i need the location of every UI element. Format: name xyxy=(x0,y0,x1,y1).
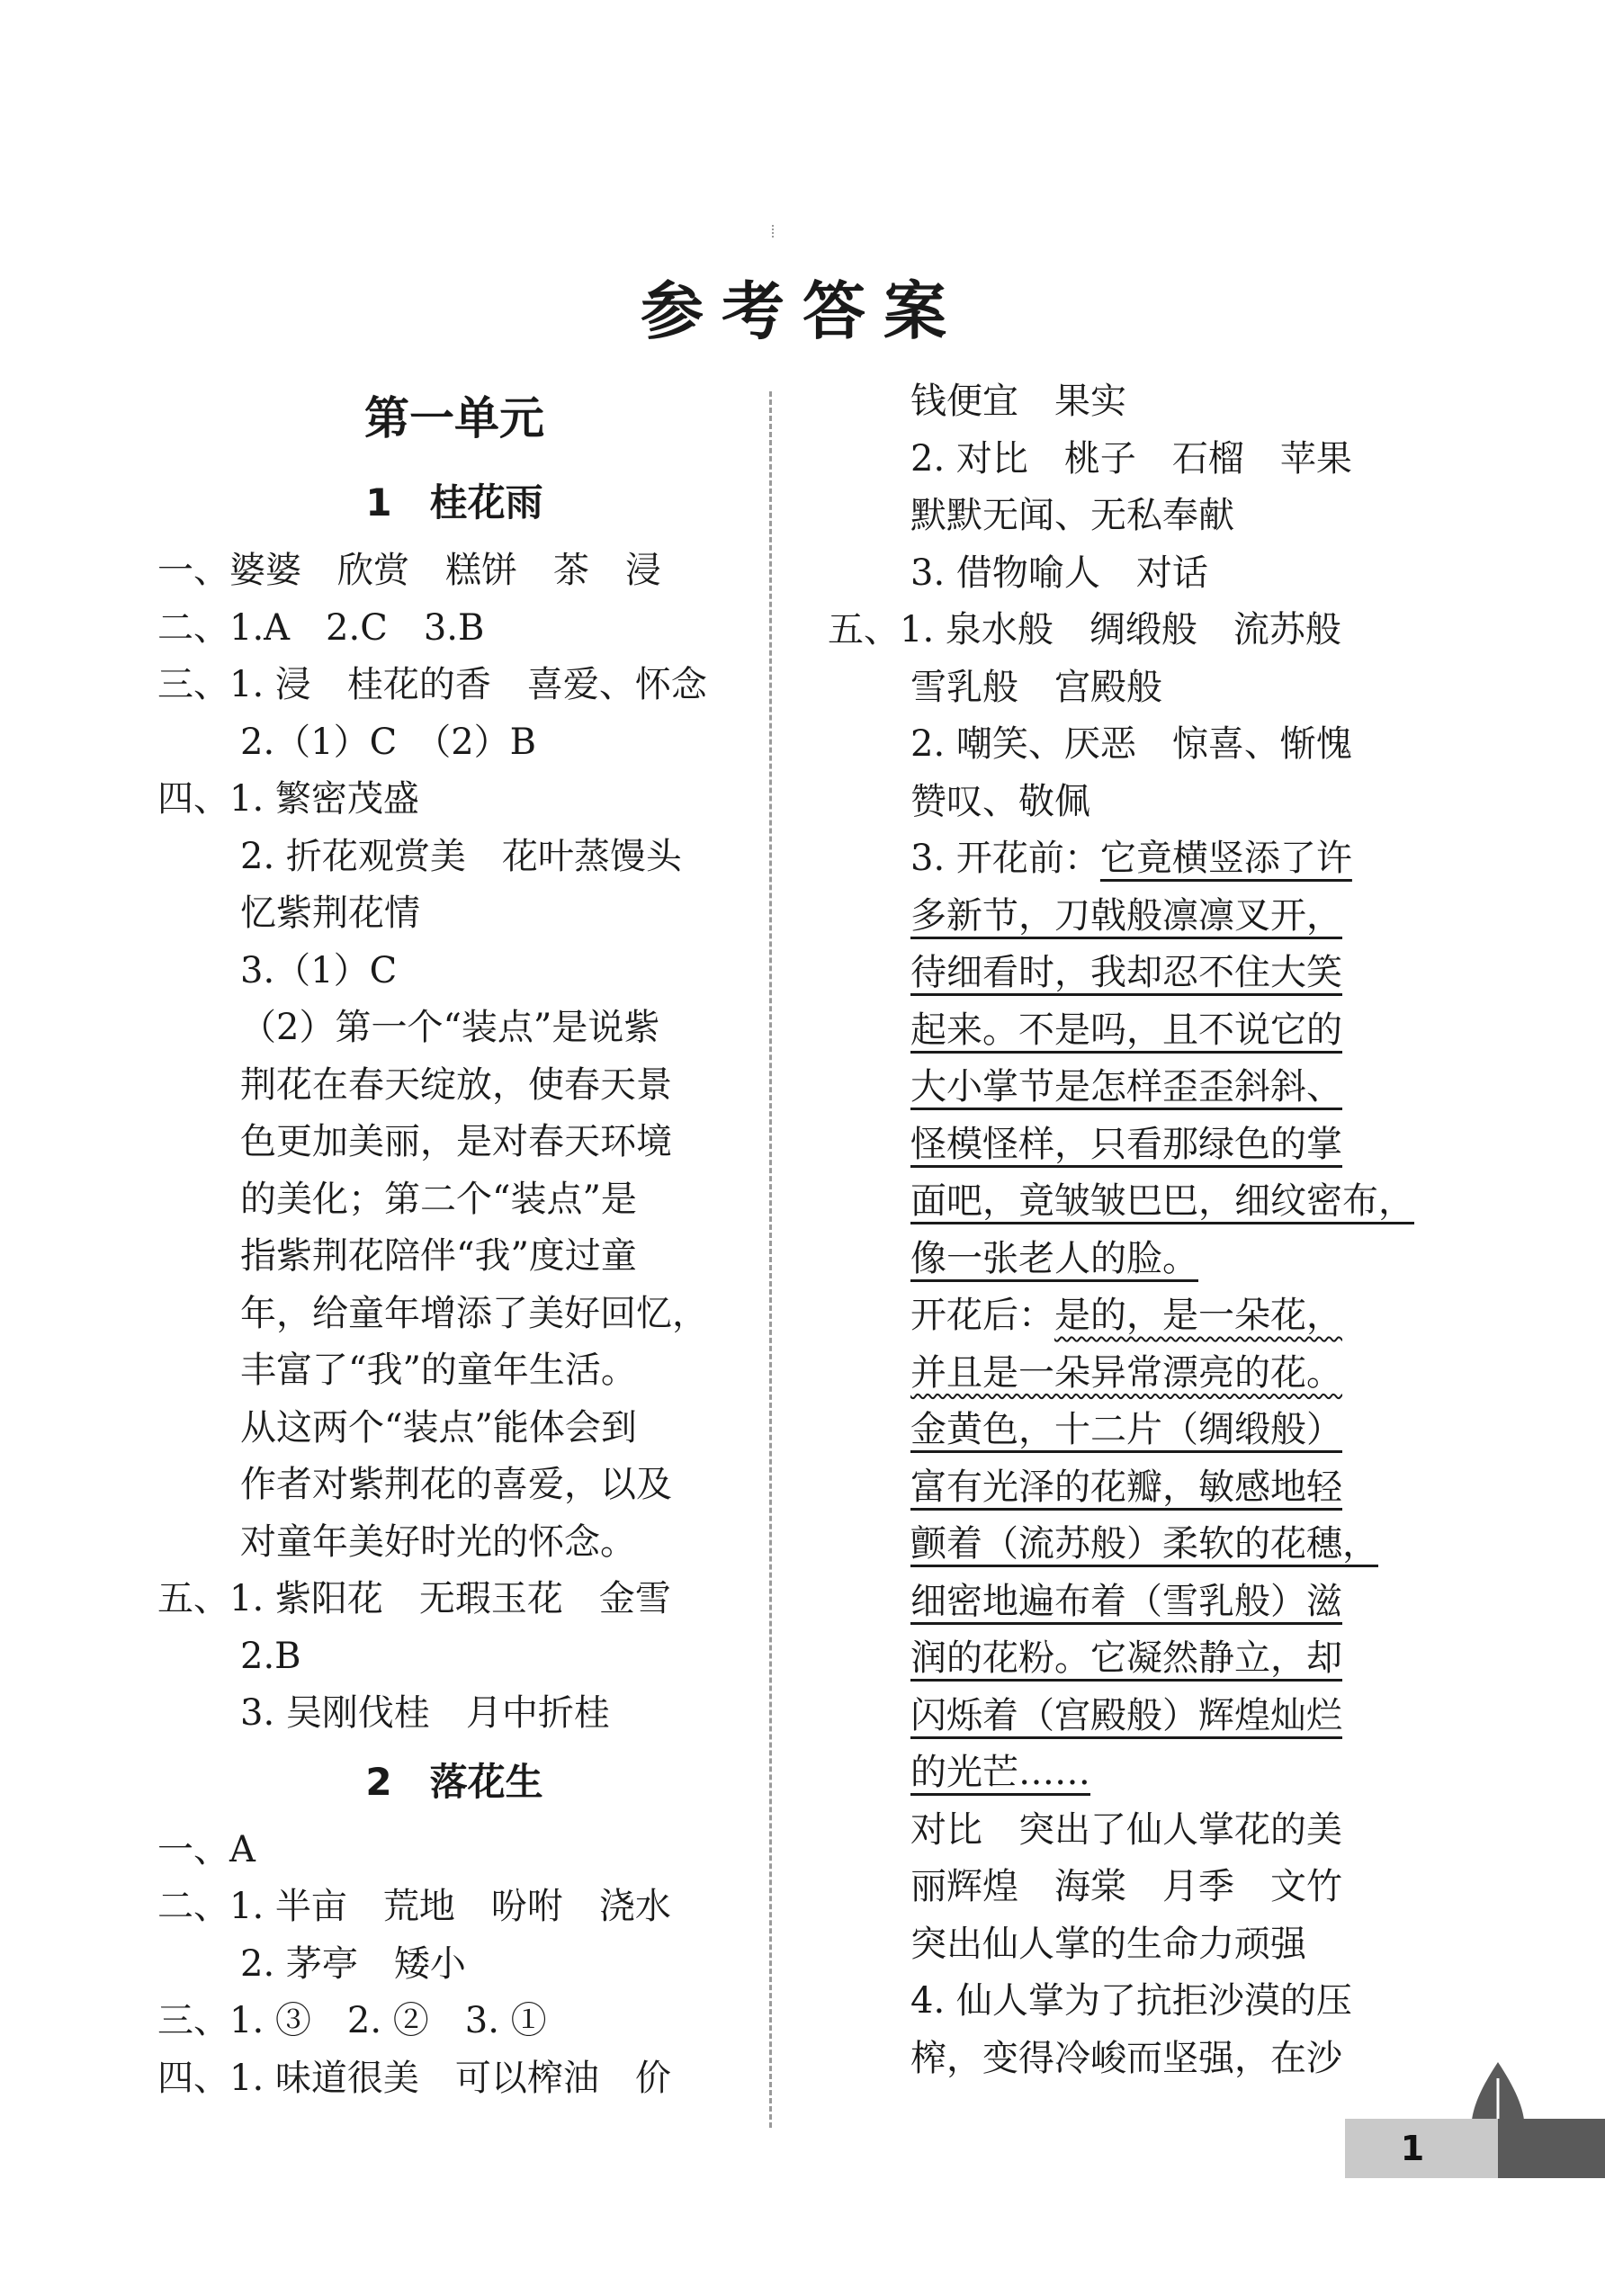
underlined-quote: 润的花粉。它凝然静立，却 xyxy=(910,1637,1342,1679)
answer-line xyxy=(828,1117,1439,1174)
answer-line: 对比 突出了仙人掌花的美 xyxy=(910,1808,1342,1851)
answer-line: 3. 借物喻人 对话 xyxy=(910,552,1208,594)
answer-line: 2. 嘲笑、厌恶 惊喜、惭愧 xyxy=(910,723,1352,765)
answer-line xyxy=(828,1059,1439,1117)
answer-line xyxy=(828,1002,1439,1060)
answer-line: 年，给童年增添了美好回忆， xyxy=(240,1292,708,1334)
answer-line: 雪乳般 宫殿般 xyxy=(910,666,1162,708)
answer-line: 色更加美丽，是对春天环境 xyxy=(240,1121,672,1162)
answer-line: 一、A xyxy=(157,1828,256,1870)
answer-line: 2.（1）C （2）B xyxy=(240,721,537,763)
answer-line: 丰富了“我”的童年生活。 xyxy=(240,1350,637,1391)
underlined-quote: 待细看时，我却忍不住大笑 xyxy=(910,952,1342,993)
answer-line: 榨，变得冷峻而坚强，在沙 xyxy=(910,2037,1342,2079)
answer-line xyxy=(828,1574,1439,1631)
unit-heading: 第一单元 xyxy=(364,392,544,444)
answer-line: 3.（1）C xyxy=(240,949,398,991)
underlined-quote: 细密地遍布着（雪乳般）滋 xyxy=(910,1580,1342,1622)
column-divider xyxy=(769,391,772,2128)
underlined-quote: 闪烁着（宫殿般）辉煌灿烂 xyxy=(910,1694,1342,1736)
answer-line xyxy=(828,1402,1439,1459)
answer-line: 荆花在春天绽放，使春天景 xyxy=(240,1063,672,1106)
answer-line: 突出仙人掌的生命力顽强 xyxy=(910,1923,1306,1965)
answer-line: 指紫荆花陪伴“我”度过童 xyxy=(240,1235,637,1277)
answer-line: 三、1. ③ 2. ② 3. ① xyxy=(157,2000,547,2041)
left-column xyxy=(157,373,751,2107)
page-bar-accent xyxy=(1498,2119,1605,2178)
answer-line xyxy=(828,945,1439,1002)
answer-line xyxy=(828,1231,1439,1288)
answer-line: 从这两个“装点”能体会到 xyxy=(240,1406,637,1448)
answer-line: （2）第一个“装点”是说紫 xyxy=(240,1007,660,1048)
answer-line xyxy=(828,1516,1439,1574)
page-title: 参考答案 xyxy=(641,274,964,348)
answer-line: 默默无闻、无私奉献 xyxy=(910,495,1234,536)
answer-line: 一、婆婆 欣赏 糕饼 茶 浸 xyxy=(157,550,661,591)
answer-line: 2. 茅亭 矮小 xyxy=(240,1942,466,1985)
answer-line: 四、1. 繁密茂盛 xyxy=(157,778,419,820)
wavy-underlined-quote: 是的，是一朵花， xyxy=(1054,1295,1342,1336)
label-after-bloom: 开花后： xyxy=(910,1295,1054,1336)
answer-line: 五、1. 泉水般 绸缎般 流苏般 xyxy=(828,609,1341,650)
underlined-quote: 大小掌节是怎样歪歪斜斜、 xyxy=(910,1066,1342,1108)
answer-line: 三、1. 浸 桂花的香 喜爱、怀念 xyxy=(157,664,707,705)
underlined-quote: 面吧，竟皱皱巴巴，细纹密布， xyxy=(910,1180,1414,1222)
answer-line: 赞叹、敬佩 xyxy=(910,780,1090,822)
answer-line xyxy=(828,1744,1439,1802)
answer-line xyxy=(828,1287,1439,1345)
answer-line: 3. 吴刚伐桂 月中折桂 xyxy=(240,1692,610,1734)
answer-line: 2. 折花观赏美 花叶蒸馒头 xyxy=(240,835,682,877)
top-tick xyxy=(772,225,776,238)
answer-line: 四、1. 味道很美 可以榨油 价 xyxy=(157,2057,671,2099)
underlined-quote: 起来。不是吗，且不说它的 xyxy=(910,1009,1342,1051)
underlined-quote: 金黄色，十二片（绸缎般） xyxy=(910,1409,1342,1450)
label-before-bloom: 3. 开花前： xyxy=(910,838,1100,879)
answer-line: 对童年美好时光的怀念。 xyxy=(240,1520,636,1563)
underlined-quote: 像一张老人的脸。 xyxy=(910,1237,1198,1279)
page-number-bar xyxy=(1345,2119,1605,2178)
answer-line: 的美化；第二个“装点”是 xyxy=(240,1178,637,1220)
underlined-quote: 多新节，刀戟般凛凛叉开， xyxy=(910,894,1342,937)
answer-line: 丽辉煌 海棠 月季 文竹 xyxy=(910,1866,1342,1907)
answer-line xyxy=(828,888,1439,946)
answer-line: 二、1.A 2.C 3.B xyxy=(157,606,485,649)
answer-line: 二、1. 半亩 荒地 吩咐 浇水 xyxy=(157,1886,671,1927)
answer-line xyxy=(828,1630,1439,1688)
underlined-quote: 颤着（流苏般）柔软的花穗， xyxy=(910,1523,1378,1565)
underlined-quote: 富有光泽的花瓣，敏感地轻 xyxy=(910,1466,1342,1508)
answer-line: 钱便宜 果实 xyxy=(910,381,1126,422)
answer-line xyxy=(828,1688,1439,1745)
answer-line xyxy=(828,1173,1439,1231)
lesson-1-heading: 1 桂花雨 xyxy=(365,480,543,525)
page-number: 1 xyxy=(1400,2129,1425,2168)
answer-line: 2.B xyxy=(240,1635,301,1677)
answer-line: 五、1. 紫阳花 无瑕玉花 金雪 xyxy=(157,1578,671,1619)
answer-line: 作者对紫荆花的喜爱，以及 xyxy=(240,1464,672,1505)
right-column xyxy=(828,373,1439,2087)
answer-line: 忆紫荆花情 xyxy=(240,892,420,934)
underlined-quote: 它竟横竖添了许 xyxy=(1099,838,1352,879)
answer-line xyxy=(828,1345,1439,1403)
lesson-2-heading: 2 落花生 xyxy=(365,1759,543,1804)
answer-line xyxy=(828,830,1439,888)
underlined-quote: 的光芒…… xyxy=(910,1752,1090,1793)
wavy-underlined-quote: 并且是一朵异常漂亮的花。 xyxy=(910,1351,1342,1394)
answer-line: 2. 对比 桃子 石榴 苹果 xyxy=(910,437,1352,480)
underlined-quote: 怪模怪样，只看那绿色的掌 xyxy=(910,1123,1342,1165)
answer-line xyxy=(828,1459,1439,1517)
answer-line: 4. 仙人掌为了抗拒沙漠的压 xyxy=(910,1980,1352,2022)
